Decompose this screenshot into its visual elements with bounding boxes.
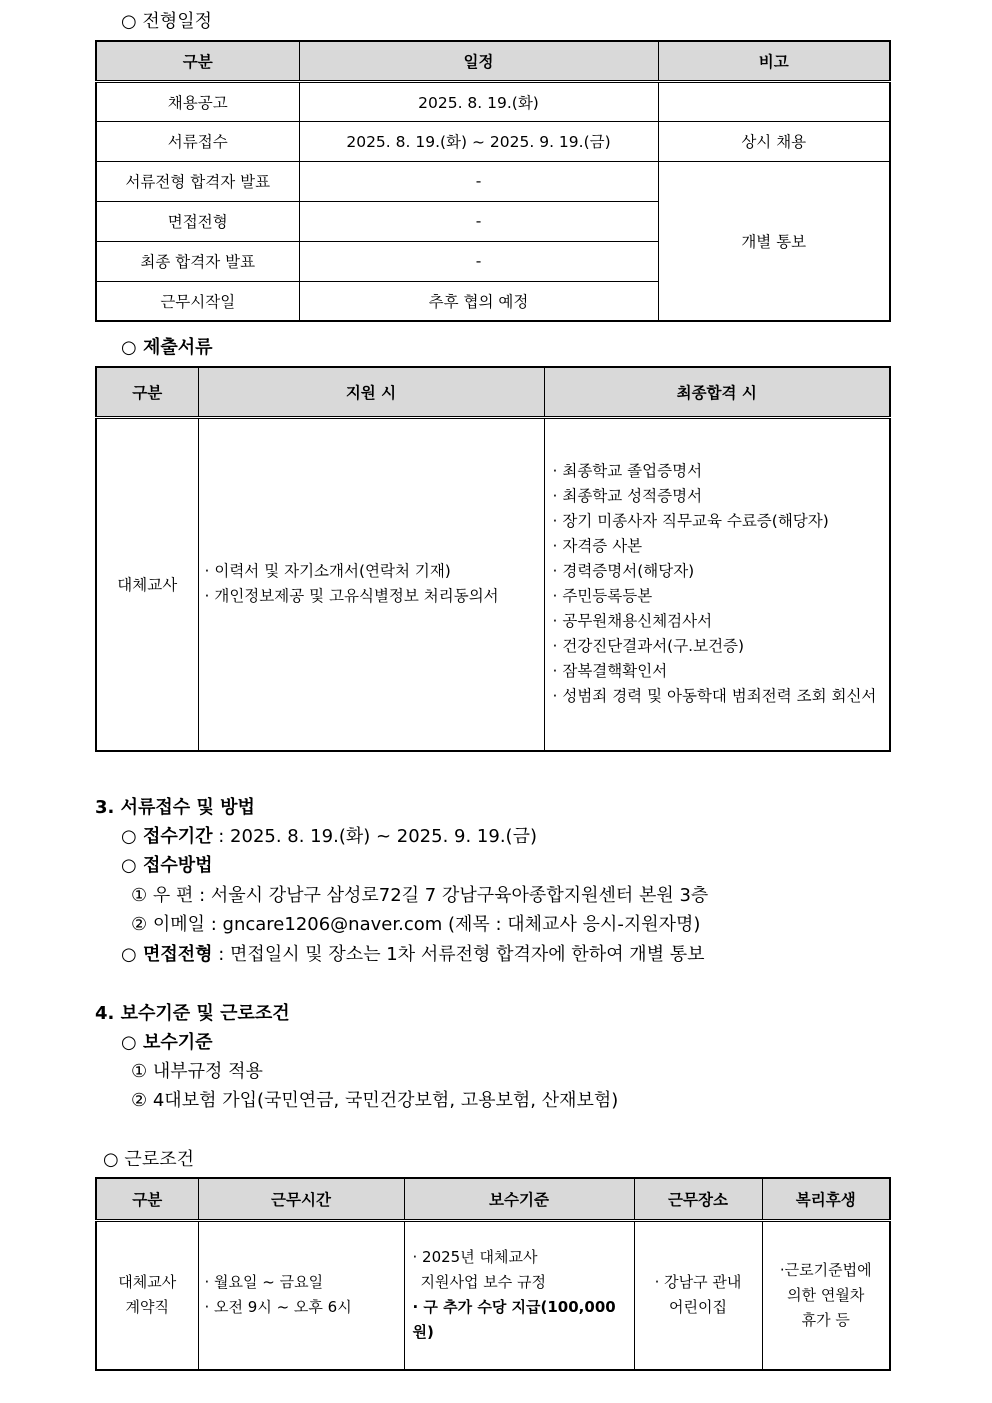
schedule-label: 최종 합격자 발표 xyxy=(96,241,299,281)
section3-interview: ○ 면접전형 : 면접일시 및 장소는 1차 서류전형 합격자에 한하여 개별 통보 xyxy=(121,944,705,965)
schedule-date: 추후 협의 예정 xyxy=(299,281,658,321)
list-item: · 자격증 사본 xyxy=(552,537,643,556)
schedule-header-row xyxy=(96,41,890,81)
section3-period: ○ 접수기간 : 2025. 8. 19.(화) ~ 2025. 9. 19.(금) xyxy=(121,826,537,847)
list-item: · 이력서 및 자기소개서(연락처 기재) xyxy=(204,562,451,581)
documents-header-final: 최종합격 시 xyxy=(544,367,890,417)
conditions-place: · 강남구 관내 어린이집 xyxy=(634,1220,762,1370)
list-item: · 공무원채용신체검사서 xyxy=(552,612,713,631)
section4-pay-item: ② 4대보험 가입(국민연금, 국민건강보험, 고용보험, 산재보험) xyxy=(131,1090,619,1111)
table-row xyxy=(96,417,890,751)
section4-pay: ○ 보수기준 xyxy=(121,1032,213,1053)
table-row xyxy=(96,81,890,121)
section3-post: ① 우 편 : 서울시 강남구 삼성로72길 7 강남구육아종합지원센터 본원 3층 xyxy=(131,885,709,906)
section3-email: ② 이메일 : gncare1206@naver.com (제목 : 대체교사 응시-지원자명) xyxy=(131,914,701,935)
list-item: · 최종학교 졸업증명서 xyxy=(552,462,703,481)
schedule-table xyxy=(95,40,891,322)
documents-header-apply: 지원 시 xyxy=(198,367,544,417)
conditions-table xyxy=(95,1177,891,1371)
documents-final-list xyxy=(544,417,890,751)
list-item: · 월요일 ~ 금요일 xyxy=(204,1273,324,1292)
documents-heading: ○ 제출서류 xyxy=(121,337,213,358)
table-row xyxy=(96,161,890,201)
conditions-category: 대체교사 계약직 xyxy=(96,1220,198,1370)
documents-table xyxy=(95,366,891,752)
schedule-date: 2025. 8. 19.(화) ~ 2025. 9. 19.(금) xyxy=(299,121,658,161)
conditions-header-row xyxy=(96,1178,890,1220)
documents-header-category: 구분 xyxy=(96,367,198,417)
schedule-date: 2025. 8. 19.(화) xyxy=(299,81,658,121)
conditions-hours xyxy=(198,1220,404,1370)
schedule-header-category: 구분 xyxy=(96,41,299,81)
conditions-header-pay: 보수기준 xyxy=(404,1178,634,1220)
documents-header-row xyxy=(96,367,890,417)
conditions-header-hours: 근무시간 xyxy=(198,1178,404,1220)
schedule-date: - xyxy=(299,161,658,201)
schedule-note-merged: 개별 통보 xyxy=(658,161,890,321)
table-row xyxy=(96,121,890,161)
list-item: · 건강진단결과서(구.보건증) xyxy=(552,637,745,656)
conditions-header-category: 구분 xyxy=(96,1178,198,1220)
section3-title: 3. 서류접수 및 방법 xyxy=(95,797,255,818)
table-row xyxy=(96,1220,890,1370)
schedule-label: 근무시작일 xyxy=(96,281,299,321)
documents-apply-list xyxy=(198,417,544,751)
list-item: · 잠복결핵확인서 xyxy=(552,662,668,681)
conditions-header-welfare: 복리후생 xyxy=(762,1178,890,1220)
list-item: · 주민등록등본 xyxy=(552,587,653,606)
list-item: · 개인정보제공 및 고유식별정보 처리동의서 xyxy=(204,587,499,606)
schedule-note: 상시 채용 xyxy=(658,121,890,161)
section3-method: ○ 접수방법 xyxy=(121,855,213,876)
schedule-label: 면접전형 xyxy=(96,201,299,241)
list-item: · 성범죄 경력 및 아동학대 범죄전력 조회 회신서 xyxy=(552,687,877,706)
conditions-pay xyxy=(404,1220,634,1370)
list-item: · 구 추가 수당 지급(100,000원) xyxy=(412,1298,616,1342)
documents-category: 대체교사 xyxy=(96,417,198,751)
schedule-header-note: 비고 xyxy=(658,41,890,81)
section4-pay-item: ① 내부규정 적용 xyxy=(131,1061,263,1082)
schedule-date: - xyxy=(299,201,658,241)
list-item: · 2025년 대체교사 xyxy=(412,1248,538,1267)
schedule-note xyxy=(658,81,890,121)
schedule-header-date: 일정 xyxy=(299,41,658,81)
list-item: · 오전 9시 ~ 오후 6시 xyxy=(204,1298,352,1317)
schedule-heading: ○ 전형일정 xyxy=(121,11,212,32)
list-item: · 최종학교 성적증명서 xyxy=(552,487,703,506)
schedule-label: 서류전형 합격자 발표 xyxy=(96,161,299,201)
conditions-welfare: ·근로기준법에 의한 연월차 휴가 등 xyxy=(762,1220,890,1370)
section4-work-heading: ○ 근로조건 xyxy=(103,1149,194,1170)
section4-title: 4. 보수기준 및 근로조건 xyxy=(95,1003,290,1024)
list-item: 지원사업 보수 규정 xyxy=(420,1273,546,1292)
list-item: · 경력증명서(해당자) xyxy=(552,562,695,581)
schedule-label: 채용공고 xyxy=(96,81,299,121)
schedule-date: - xyxy=(299,241,658,281)
list-item: · 장기 미종사자 직무교육 수료증(해당자) xyxy=(552,512,829,531)
schedule-label: 서류접수 xyxy=(96,121,299,161)
conditions-header-place: 근무장소 xyxy=(634,1178,762,1220)
